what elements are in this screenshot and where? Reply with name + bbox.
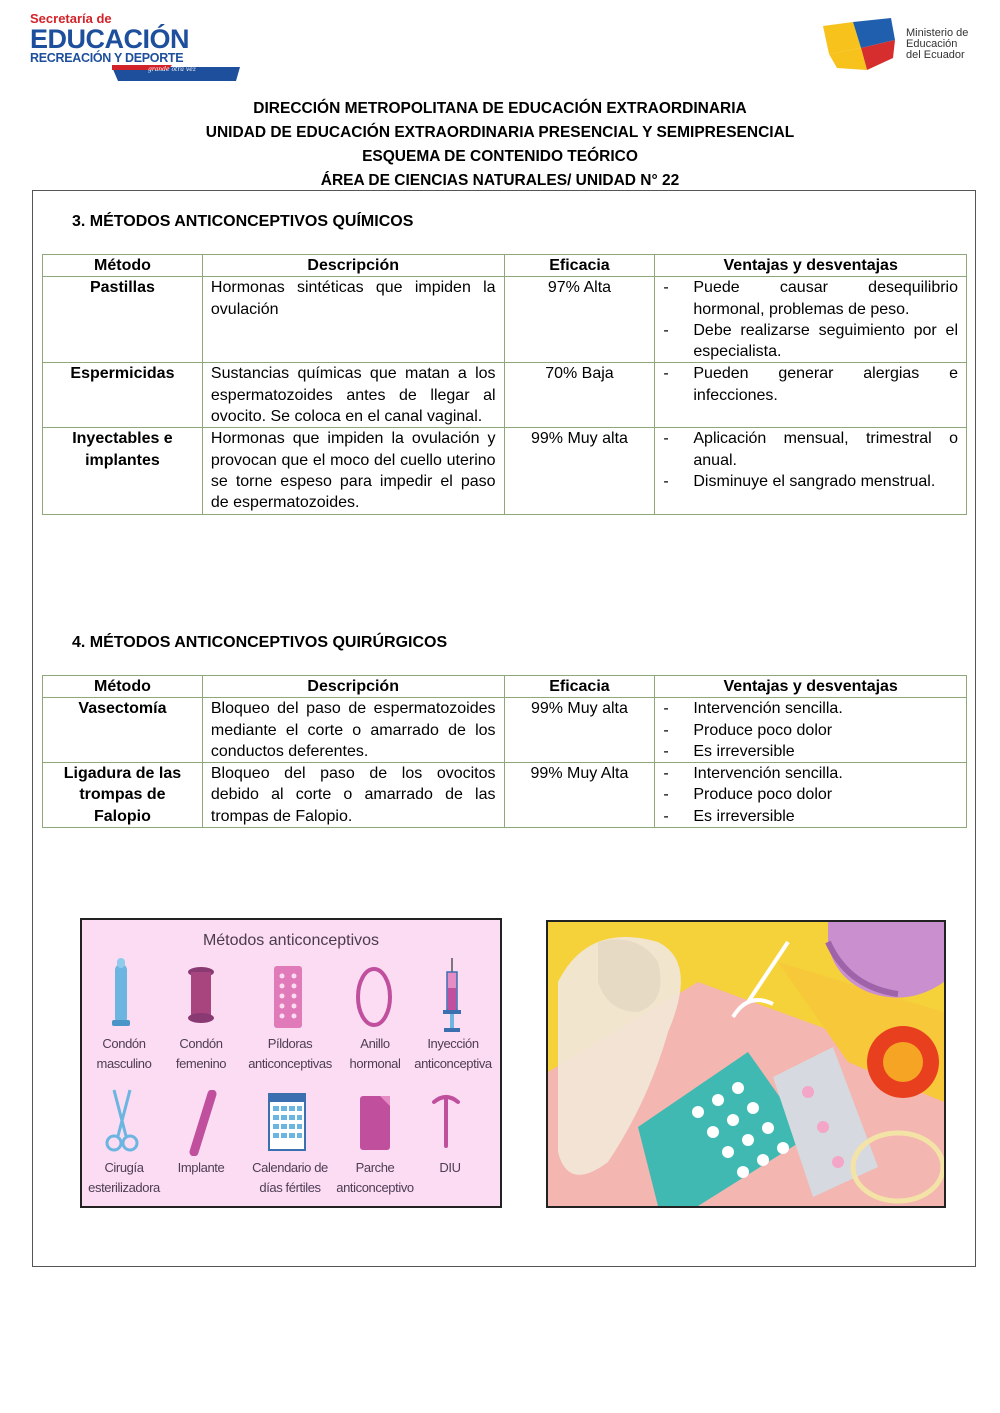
iud-icon [430, 1092, 462, 1154]
section-title-quimicos: 3. MÉTODOS ANTICONCEPTIVOS QUÍMICOS [72, 213, 414, 230]
infographic-item [82, 1158, 166, 1198]
ecuador-flag-icon [823, 18, 903, 72]
column-header: Método [43, 676, 203, 698]
item-label: Calendario de [252, 1160, 328, 1175]
method-cell: Inyectables e implantes [43, 428, 203, 514]
document-titles [0, 97, 1000, 193]
column-header: Método [43, 255, 203, 277]
calendar-icon [267, 1092, 307, 1152]
method-cell: Pastillas [43, 277, 203, 363]
infographic-item [333, 1158, 417, 1198]
list-item: - Debe realizarse seguimiento por el especialista. [655, 320, 958, 363]
description-cell: Bloqueo del paso de espermatozoides mediante el corte o amarrado de los conductos deferentes. [202, 698, 504, 763]
list-item: - Produce poco dolor [655, 784, 958, 805]
contraceptives-photo [546, 920, 946, 1208]
efficacy-cell: 99% Muy Alta [504, 763, 655, 828]
method-cell: Ligadura de las trompas de Falopio [43, 763, 203, 828]
efficacy-cell: 97% Alta [504, 277, 655, 363]
infographic-item [244, 1158, 336, 1198]
list-item: - Es irreversible [655, 806, 958, 827]
list-item: - Es irreversible [655, 741, 958, 762]
table-row [43, 428, 967, 514]
table-metodos-quirurgicos [42, 675, 967, 828]
table-metodos-quimicos [42, 254, 967, 515]
item-label: Condón [102, 1036, 146, 1051]
method-cell: Vasectomía [43, 698, 203, 763]
efficacy-cell: 99% Muy alta [504, 428, 655, 514]
table-row [43, 363, 967, 428]
implant-icon [186, 1090, 220, 1156]
infographic-title: Métodos anticonceptivos [202, 932, 380, 949]
logo-right-line2: Educación [906, 38, 958, 50]
logo-right-line1: Ministerio de [906, 27, 969, 39]
list-item: - Disminuye el sangrado menstrual. [655, 471, 958, 492]
infographic-item [333, 1034, 417, 1074]
table-header-row [43, 255, 967, 277]
column-header: Ventajas y desventajas [655, 255, 967, 277]
column-header: Descripción [202, 255, 504, 277]
male-condom-icon [106, 958, 136, 1030]
item-label: esterilizadora [88, 1180, 160, 1195]
advantages-cell [655, 698, 967, 763]
advantages-cell [655, 363, 967, 428]
method-cell: Espermicidas [43, 363, 203, 428]
advantages-cell [655, 763, 967, 828]
infographic-item [82, 1034, 166, 1074]
section-title-quirurgicos: 4. MÉTODOS ANTICONCEPTIVOS QUIRÚRGICOS [72, 634, 448, 651]
column-header: Eficacia [504, 676, 655, 698]
table-row [43, 277, 967, 363]
item-label: Implante [177, 1160, 225, 1175]
infographic-item [408, 1034, 498, 1074]
item-label: Inyección [427, 1036, 479, 1051]
secretaria-educacion-logo [30, 12, 212, 74]
list-item: - Pueden generar alergias e infecciones. [655, 363, 958, 406]
contraceptives-photo-illustration [548, 922, 944, 1206]
contraceptive-methods-infographic [80, 918, 502, 1208]
list-item: - Intervención sencilla. [655, 698, 958, 719]
logo-slogan: grande otra vez [148, 66, 196, 73]
logo-right-text [906, 28, 968, 61]
title-line: ESQUEMA DE CONTENIDO TEÓRICO [362, 148, 638, 165]
list-item: - Aplicación mensual, trimestral o anual. [655, 428, 958, 471]
ministerio-educacion-logo [823, 18, 993, 72]
logo-right-line3: del Ecuador [906, 49, 965, 61]
item-label: Condón [179, 1036, 223, 1051]
logo-left-line1: Secretaría de [30, 11, 112, 26]
item-label: Anillo [360, 1036, 390, 1051]
table-header-row [43, 676, 967, 698]
item-label: Píldoras [267, 1036, 313, 1051]
efficacy-cell: 70% Baja [504, 363, 655, 428]
infographic-item [408, 1158, 492, 1178]
advantages-cell [655, 277, 967, 363]
scissors-icon [104, 1088, 140, 1154]
table-row [43, 763, 967, 828]
item-label: Cirugía [104, 1160, 144, 1175]
infographic-item [159, 1158, 243, 1178]
infographic-item [244, 1034, 336, 1074]
item-label: femenino [175, 1056, 227, 1071]
list-item: - Intervención sencilla. [655, 763, 958, 784]
item-label: hormonal [349, 1056, 401, 1071]
title-line: ÁREA DE CIENCIAS NATURALES/ UNIDAD N° 22 [320, 172, 680, 189]
syringe-icon [440, 958, 464, 1034]
list-item: - Produce poco dolor [655, 720, 958, 741]
ring-icon [354, 964, 394, 1030]
title-line: DIRECCIÓN METROPOLITANA DE EDUCACIÓN EXTRAORDINARIA [253, 100, 747, 117]
title-line: UNIDAD DE EDUCACIÓN EXTRAORDINARIA PRESENCIAL Y SEMIPRESENCIAL [205, 124, 795, 141]
item-label: masculino [96, 1056, 152, 1071]
description-cell: Hormonas sintéticas que impiden la ovulación [202, 277, 504, 363]
column-header: Descripción [202, 676, 504, 698]
column-header: Eficacia [504, 255, 655, 277]
column-header: Ventajas y desventajas [655, 676, 967, 698]
infographic-item [159, 1034, 243, 1074]
advantages-cell [655, 428, 967, 514]
pill-pack-icon [272, 964, 304, 1030]
description-cell: Bloqueo del paso de los ovocitos debido al corte o amarrado de las trompas de Falopio. [202, 763, 504, 828]
item-label: Parche [355, 1160, 395, 1175]
logo-left-line2: EDUCACIÓN [30, 24, 190, 54]
efficacy-cell: 99% Muy alta [504, 698, 655, 763]
table-row [43, 698, 967, 763]
patch-icon [358, 1094, 392, 1152]
description-cell: Sustancias químicas que matan a los espermatozoides antes de llegar al ovocito. Se coloca en el canal vaginal. [202, 363, 504, 428]
list-item: - Puede causar desequilibrio hormonal, problemas de peso. [655, 277, 958, 320]
item-label: días fértiles [259, 1180, 321, 1195]
female-condom-icon [184, 966, 218, 1026]
description-cell: Hormonas que impiden la ovulación y provocan que el moco del cuello uterino se torne espeso para impedir el paso de espermatozoides. [202, 428, 504, 514]
item-label: anticonceptivo [336, 1180, 414, 1195]
logo-left-line3: RECREACIÓN Y DEPORTE [30, 51, 184, 65]
item-label: anticonceptivas [248, 1056, 332, 1071]
item-label: anticonceptiva [414, 1056, 492, 1071]
item-label: DIU [439, 1160, 461, 1175]
